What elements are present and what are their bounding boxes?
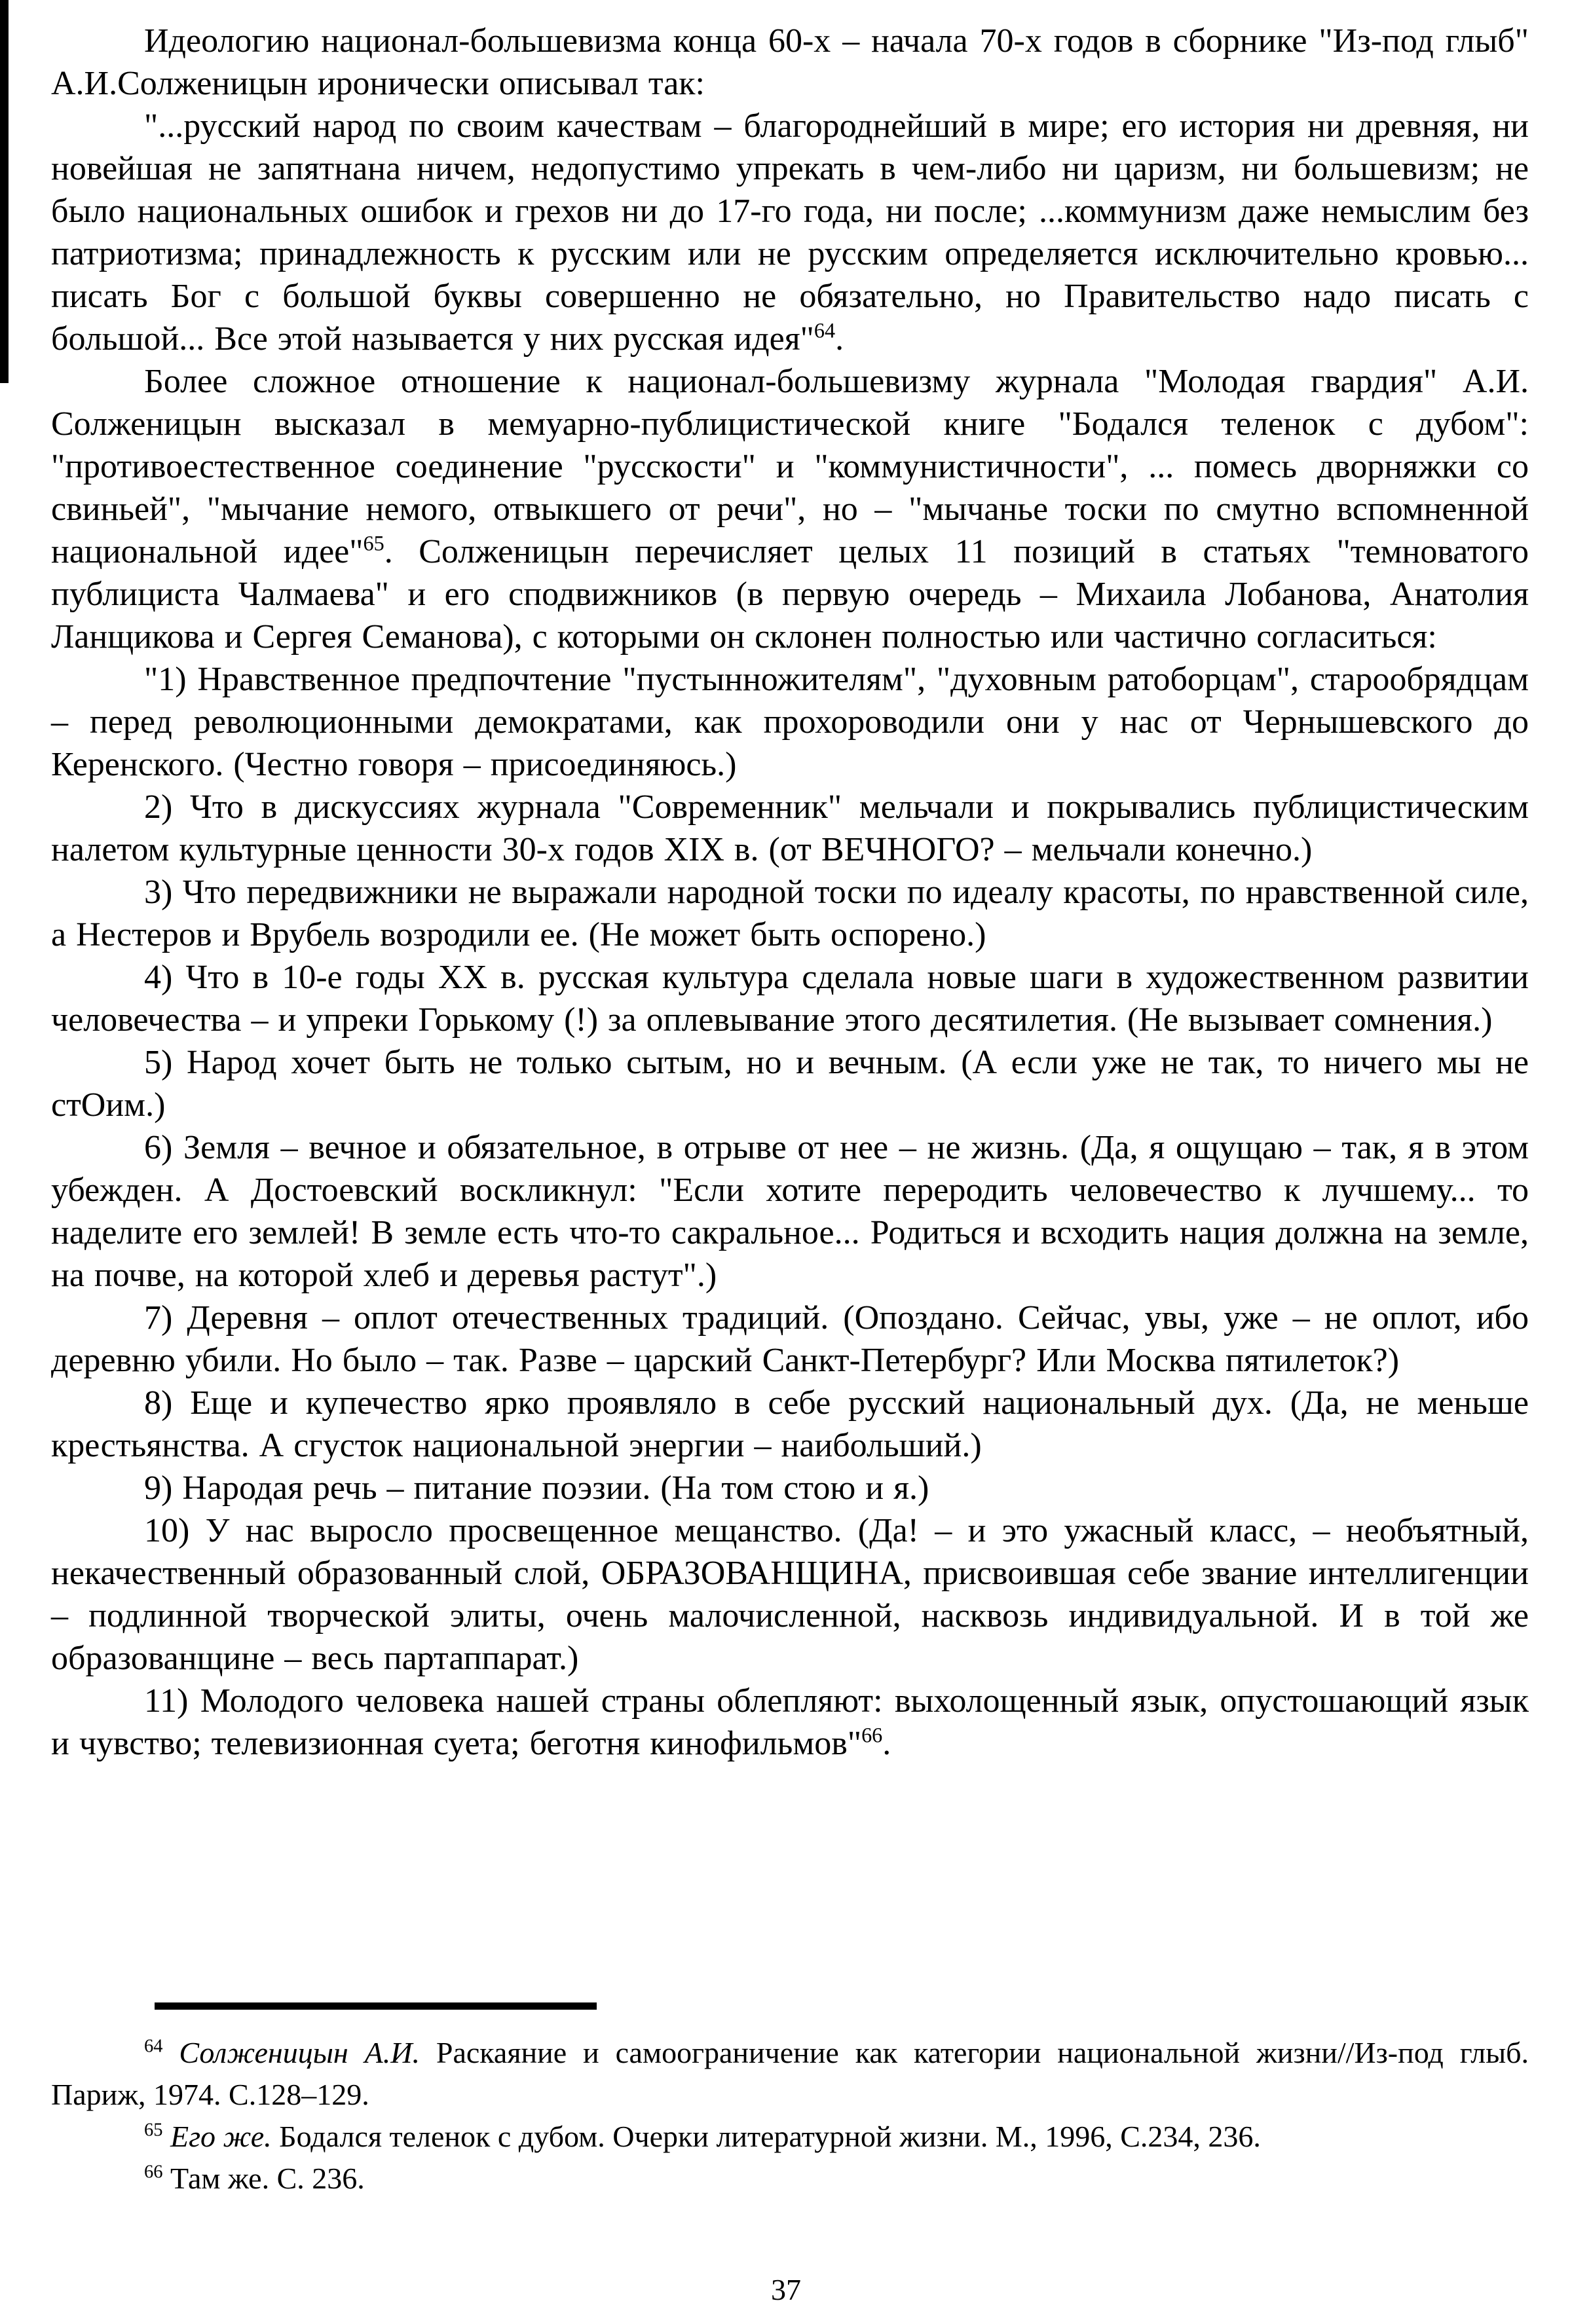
footnote-author: Его же. bbox=[170, 2120, 272, 2153]
list-item-1 bbox=[51, 658, 1529, 786]
main-text bbox=[51, 20, 1529, 1765]
footnote-text: Бодался теленок с дубом. Очерки литературной жизни. М., 1996, С.234, 236. bbox=[279, 2120, 1261, 2153]
footnote-marker: 65 bbox=[144, 2120, 163, 2141]
footnote-author: Солженицын А.И. bbox=[179, 2036, 420, 2069]
paragraph-text: "...русский народ по своим качествам – благороднейший в мире; его история ни древняя, ни новейшая не запятнана ничем, недопустимо упрекать в чем-либо ни царизм, ни большевизм; не было национальных ошибок и грехов ни до 17-го года, ни после; ...коммунизм даже немыслим без патриотизма; принадлежность к русским или не русским определяется исключительно кровью... писать Бог с большой буквы совершенно не обязательно, но Правительство надо писать с большой... Все этой называется у них русская идея" bbox=[51, 107, 1529, 358]
paragraph-quote-russian-idea bbox=[51, 105, 1529, 360]
paragraph-text: 4) Что в 10-е годы XX в. русская культура сделала новые шаги в художественном развитии человечества – и упреки Горькому (!) за оплевывание этого десятилетия. (Не вызывает сомнения.) bbox=[51, 959, 1529, 1039]
list-item-5 bbox=[51, 1041, 1529, 1126]
paragraph-text: 10) У нас выросло просвещенное мещанство. (Да! – и это ужасный класс, – необъятный, некачественный образованный слой, ОБРАЗОВАНЩИНА, присвоившая себе звание интеллигенции – подлинной творческой элиты, очень малочисленной, насквозь индивидуальной. И в той же образованщине – весь партаппарат.) bbox=[51, 1512, 1529, 1677]
paragraph-text: 9) Народая речь – питание поэзии. (На том стою и я.) bbox=[144, 1469, 929, 1507]
list-item-9 bbox=[51, 1467, 1529, 1509]
paragraph-text: . Солженицын перечисляет целых 11 позиций в статьях "темноватого публициста Чалмаева" и его сподвижников (в первую очередь – Михаила Лобанова, Анатолия Ланщикова и Сергея Семанова), с которыми он склонен полностью или частично согласиться: bbox=[51, 533, 1529, 655]
footnote-text: Там же. С. 236. bbox=[170, 2162, 365, 2195]
list-item-10 bbox=[51, 1509, 1529, 1680]
paragraph-text: Более сложное отношение к национал-большевизму журнала "Молодая гвардия" А.И. Солженицын высказал в мемуарно-публицистической книге "Бодался теленок с дубом": "противоестественное соединение "русскости" и "коммунистичности", ... помесь дворняжки со свиньей", "мычание немого, отвыкшего от речи", но – "мычанье тоски по смутно вспомненной национальной идее" bbox=[51, 363, 1529, 570]
footnote-65 bbox=[51, 2116, 1529, 2158]
list-item-11 bbox=[51, 1680, 1529, 1765]
list-item-2 bbox=[51, 786, 1529, 871]
paragraph-text: . bbox=[835, 320, 844, 358]
paragraph-text: Идеологию национал-большевизма конца 60-х – начала 70-х годов в сборнике "Из-под глыб" А.И.Солженицын иронически описывал так: bbox=[51, 22, 1529, 102]
paragraph-text: 7) Деревня – оплот отечественных традиций. (Опоздано. Сейчас, увы, уже – не оплот, ибо деревню убили. Но было – так. Разве – царский Санкт-Петербург? Или Москва пятилеток?) bbox=[51, 1299, 1529, 1379]
list-item-4 bbox=[51, 956, 1529, 1041]
list-item-8 bbox=[51, 1382, 1529, 1467]
paragraph-molodaya-gvardiya bbox=[51, 360, 1529, 658]
footnote-ref-65: 65 bbox=[363, 531, 384, 555]
paragraph-text: 2) Что в дискуссиях журнала "Современник" мельчали и покрывались публицистическим налетом культурные ценности 30-х годов XIX в. (от ВЕЧНОГО? – мельчали конечно.) bbox=[51, 788, 1529, 868]
page-number: 37 bbox=[771, 2273, 801, 2306]
paragraph-text: 11) Молодого человека нашей страны облепляют: выхолощенный язык, опустошающий язык и чувство; телевизионная суета; беготня кинофильмов" bbox=[51, 1682, 1529, 1762]
footnote-66 bbox=[51, 2158, 1529, 2200]
footnote-separator-rule bbox=[155, 2002, 597, 2010]
scan-edge-artifact bbox=[0, 0, 9, 383]
paragraph-text: 3) Что передвижники не выражали народной тоски по идеалу красоты, по нравственной силе, а Нестеров и Врубель возродили ее. (Не может быть оспорено.) bbox=[51, 874, 1529, 953]
list-item-3 bbox=[51, 871, 1529, 956]
paragraph-intro bbox=[51, 20, 1529, 105]
paragraph-text: 6) Земля – вечное и обязательное, в отрыве от нее – не жизнь. (Да, я ощущаю – так, я в этом убежден. А Достоевский воскликнул: "Если хотите переродить человечество к лучшему... то наделите его землей! В земле есть что-то сакральное... Родиться и всходить нация должна на земле, на почве, на которой хлеб и деревья растут".) bbox=[51, 1129, 1529, 1294]
footnote-text: Раскаяние и самоограничение как категории национальной жизни//Из-под глыб. Париж, 1974. С.128–129. bbox=[51, 2036, 1529, 2111]
paragraph-text: "1) Нравственное предпочтение "пустынножителям", "духовным ратоборцам", старообрядцам – перед революционными демократами, как прохороводили они у нас от Чернышевского до Керенского. (Честно говоря – присоединяюсь.) bbox=[51, 661, 1529, 783]
list-item-6 bbox=[51, 1126, 1529, 1297]
footnote-64 bbox=[51, 2032, 1529, 2116]
footnote-ref-64: 64 bbox=[814, 318, 836, 342]
paragraph-text: . bbox=[882, 1725, 891, 1762]
list-item-7 bbox=[51, 1297, 1529, 1382]
paragraph-text: 8) Еще и купечество ярко проявляло в себе русский национальный дух. (Да, не меньше крестьянства. А сгусток национальной энергии – наибольший.) bbox=[51, 1384, 1529, 1464]
footnote-marker: 66 bbox=[144, 2162, 163, 2183]
footnotes-section bbox=[51, 1992, 1529, 2200]
footnote-ref-66: 66 bbox=[861, 1723, 883, 1747]
footnote-marker: 64 bbox=[144, 2036, 163, 2057]
paragraph-text: 5) Народ хочет быть не только сытым, но и вечным. (А если уже не так, то ничего мы не стОим.) bbox=[51, 1044, 1529, 1124]
